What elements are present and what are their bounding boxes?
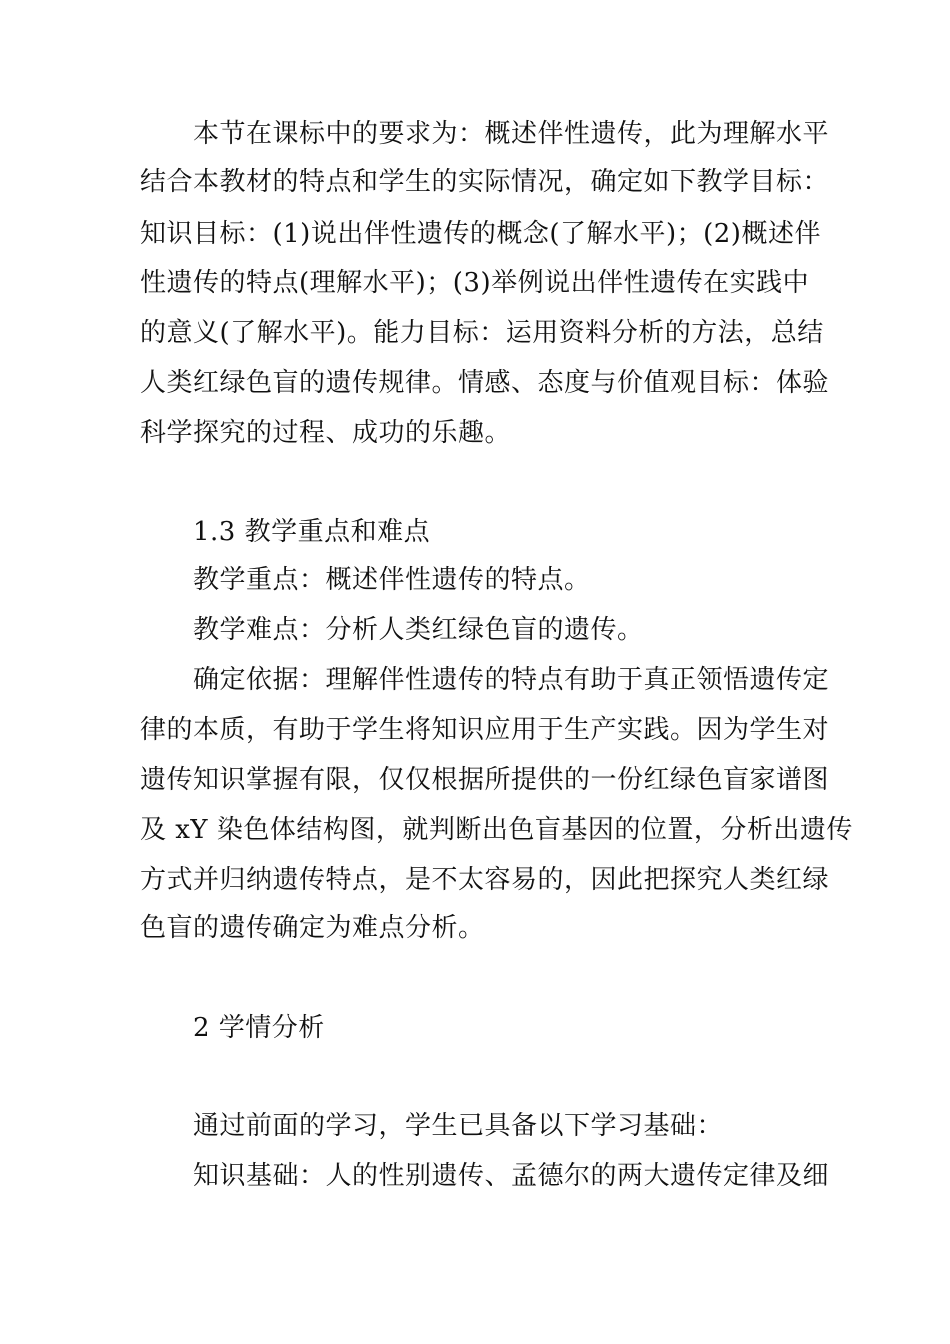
paragraph-line: 方式并归纳遗传特点，是不太容易的，因此把探究人类红绿 [140,865,830,895]
paragraph-line: 通过前面的学习，学生已具备以下学习基础： [193,1111,724,1141]
key-point-text: 教学重点：概述伴性遗传的特点。 [193,565,591,595]
paragraph-line: 性遗传的特点(理解水平)；(3)举例说出伴性遗传在实践中 [140,268,810,298]
paragraph-line: 知识目标：(1)说出伴性遗传的概念(了解水平)；(2)概述伴 [140,219,821,249]
paragraph-line: 结合本教材的特点和学生的实际情况，确定如下教学目标： [140,167,830,197]
paragraph-line: 本节在课标中的要求为：概述伴性遗传，此为理解水平 [193,119,830,149]
paragraph-line: 色盲的遗传确定为难点分析。 [140,913,485,943]
paragraph-line: 及 xY 染色体结构图，就判断出色盲基因的位置，分析出遗传 [140,815,853,845]
paragraph-line: 的意义(了解水平)。能力目标：运用资料分析的方法，总结 [140,318,824,348]
paragraph-line: 遗传知识掌握有限，仅仅根据所提供的一份红绿色盲家谱图 [140,765,830,795]
paragraph-line: 人类红绿色盲的遗传规律。情感、态度与价值观目标：体验 [140,368,830,398]
paragraph-line: 律的本质，有助于学生将知识应用于生产实践。因为学生对 [140,715,830,745]
section-heading: 1.3 教学重点和难点 [193,517,431,547]
paragraph-line: 科学探究的过程、成功的乐趣。 [140,418,512,448]
section-heading: 2 学情分析 [193,1013,325,1043]
paragraph-line: 确定依据：理解伴性遗传的特点有助于真正领悟遗传定 [193,665,830,695]
paragraph-line: 知识基础：人的性别遗传、孟德尔的两大遗传定律及细 [193,1161,830,1191]
difficulty-text: 教学难点：分析人类红绿色盲的遗传。 [193,615,644,645]
